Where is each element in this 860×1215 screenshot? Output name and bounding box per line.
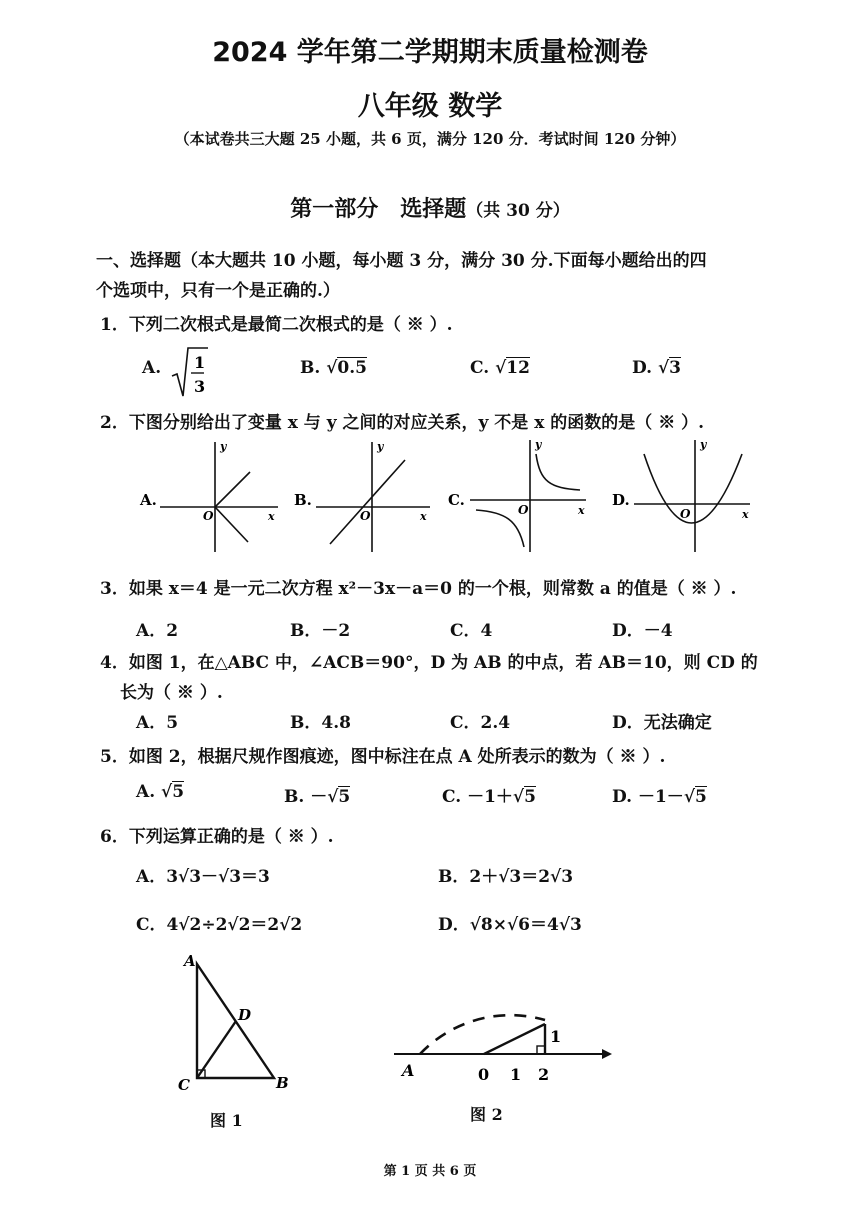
exam-subject: 八年级 数学 <box>357 91 503 122</box>
part1-heading <box>0 192 860 223</box>
q3-option-d: D．－4 <box>612 621 673 641</box>
q1-option-c <box>470 358 530 378</box>
sqrt-icon: √ <box>657 358 670 378</box>
q1-option-c-value: 12 <box>506 358 530 378</box>
q2-a-origin: O <box>203 509 214 523</box>
right-angle-mark <box>537 1046 545 1054</box>
q4-stem-line1: 4．如图 1，在△ABC 中，∠ACB＝90°，D 为 AB 的中点，若 AB＝10，则 CD 的 <box>100 653 758 673</box>
fig2-label-a: A <box>402 1061 415 1080</box>
q4-option-a: A．5 <box>136 713 179 733</box>
q3-option-b: B．－2 <box>290 621 351 641</box>
q1-option-b <box>300 358 367 378</box>
q1-a-numerator: 1 <box>194 353 206 372</box>
q1-stem: 1．下列二次根式是最简二次根式的是（ ※ ）. <box>100 315 453 335</box>
q5-option-c <box>442 782 536 807</box>
q5-option-b <box>284 782 350 807</box>
q2-d-parabola <box>644 454 742 523</box>
q5-option-b-value: 5 <box>338 787 351 807</box>
q5-option-b-label: B. － <box>284 787 328 807</box>
sqrt-icon: √ <box>495 358 507 378</box>
q2-a-ray-up <box>215 472 250 507</box>
q5-option-a-value: 5 <box>172 782 185 802</box>
page-footer: 第 1 页 共 6 页 <box>383 1164 477 1179</box>
hypotenuse <box>484 1024 545 1054</box>
fig2-tick-0: 0 <box>478 1065 490 1084</box>
q2-b-line <box>330 460 405 544</box>
fig1-label-d: D <box>238 1006 252 1024</box>
q6-option-b: B．2＋√3＝2√3 <box>438 867 574 887</box>
part1-score: （共 30 分） <box>466 201 570 221</box>
q3-stem: 3．如果 x＝4 是一元二次方程 x²－3x－a＝0 的一个根，则常数 a 的值是（ ※ ）. <box>100 579 737 599</box>
q1-option-b-label: B. <box>300 358 321 378</box>
sqrt-icon: √ <box>327 787 339 807</box>
q1-option-c-label: C. <box>470 358 490 378</box>
q4-option-b: B．4.8 <box>290 713 351 733</box>
q1-a-denominator: 3 <box>194 377 206 396</box>
fig1-label-a: A <box>184 952 196 970</box>
figure-1 <box>170 952 310 1092</box>
fig1-label-b: B <box>276 1074 289 1092</box>
section1-intro-line2: 个选项中，只有一个是正确的.） <box>96 281 340 301</box>
sqrt-fraction-icon <box>170 346 210 398</box>
q1-option-b-value: 0.5 <box>337 358 367 378</box>
compass-arc <box>420 1015 545 1054</box>
figure-2 <box>390 980 630 1090</box>
q6-option-a: A．3√3－√3＝3 <box>136 867 270 887</box>
sqrt-icon: √ <box>326 358 338 378</box>
q2-graphs <box>130 432 860 562</box>
q5-option-c-label: C. －1＋ <box>442 787 513 807</box>
q2-label-d: D. <box>612 491 630 509</box>
q2-b-x-label: x <box>420 510 427 523</box>
fig1-caption: 图 1 <box>210 1111 243 1130</box>
sqrt-icon: √ <box>683 787 695 807</box>
q5-option-d-value: 5 <box>695 787 707 807</box>
q2-d-y-label: y <box>700 438 707 451</box>
q2-d-x-label: x <box>742 508 749 521</box>
q2-d-origin: O <box>680 507 691 521</box>
exam-note: （本试卷共三大题 25 小题，共 6 页，满分 120 分．考试时间 120 分钟） <box>174 130 686 148</box>
q4-stem-line2: 长为（ ※ ）. <box>120 683 223 703</box>
q2-label-c: C. <box>448 491 465 509</box>
q2-a-x-label: x <box>268 510 275 523</box>
fig2-caption: 图 2 <box>470 1105 503 1124</box>
q2-c-origin: O <box>518 503 529 517</box>
q6-option-d: D．√8×√6＝4√3 <box>438 915 582 935</box>
q2-a-ray-down <box>215 507 248 542</box>
q2-c-y-label: y <box>535 438 542 451</box>
exam-title: 2024 学年第二学期期末质量检测卷 <box>212 37 648 68</box>
q2-c-branch-1 <box>536 454 580 490</box>
section1-intro-line1: 一、选择题（本大题共 10 小题，每小题 3 分，满分 30 分.下面每小题给出的四 <box>96 251 707 271</box>
q6-stem: 6．下列运算正确的是（ ※ ）. <box>100 827 334 847</box>
q5-option-c-value: 5 <box>524 787 536 807</box>
part1-title: 第一部分 选择题 <box>290 197 467 222</box>
fig1-label-c: C <box>178 1076 190 1092</box>
q3-option-a: A．2 <box>136 621 179 641</box>
q5-option-a-label: A. <box>136 782 156 802</box>
q5-option-a <box>136 782 184 802</box>
q5-stem: 5．如图 2，根据尺规作图痕迹，图中标注在点 A 处所表示的数为（ ※ ）. <box>100 747 666 767</box>
q6-option-c: C．4√2÷2√2＝2√2 <box>136 915 303 935</box>
q2-b-origin: O <box>360 509 371 523</box>
q2-a-y-label: y <box>220 440 227 453</box>
q2-b-y-label: y <box>377 440 384 453</box>
q5-option-d-label: D. －1－ <box>612 787 684 807</box>
q5-option-d <box>612 782 707 807</box>
fig2-tick-1: 1 <box>510 1065 522 1084</box>
q2-label-b: B. <box>294 491 312 509</box>
q1-option-d <box>632 358 681 378</box>
q3-option-c: C．4 <box>450 621 493 641</box>
number-line-arrow <box>602 1049 612 1059</box>
q2-label-a: A. <box>140 491 157 509</box>
q1-option-d-label: D. <box>632 358 653 378</box>
fig2-tick-2: 2 <box>538 1065 550 1084</box>
q2-c-branch-2 <box>476 510 524 547</box>
q4-option-d: D．无法确定 <box>612 713 712 733</box>
q4-option-c: C．2.4 <box>450 713 511 733</box>
sqrt-icon: √ <box>161 782 173 802</box>
q2-stem: 2．下图分别给出了变量 x 与 y 之间的对应关系，y 不是 x 的函数的是（ ※ ）. <box>100 413 705 433</box>
q1-option-a-label: A. <box>142 358 162 378</box>
q1-option-d-value: 3 <box>669 358 682 378</box>
q2-c-x-label: x <box>578 504 585 517</box>
sqrt-icon: √ <box>512 787 525 807</box>
q1-option-a <box>142 346 206 396</box>
fig2-height-label: 1 <box>550 1027 562 1046</box>
